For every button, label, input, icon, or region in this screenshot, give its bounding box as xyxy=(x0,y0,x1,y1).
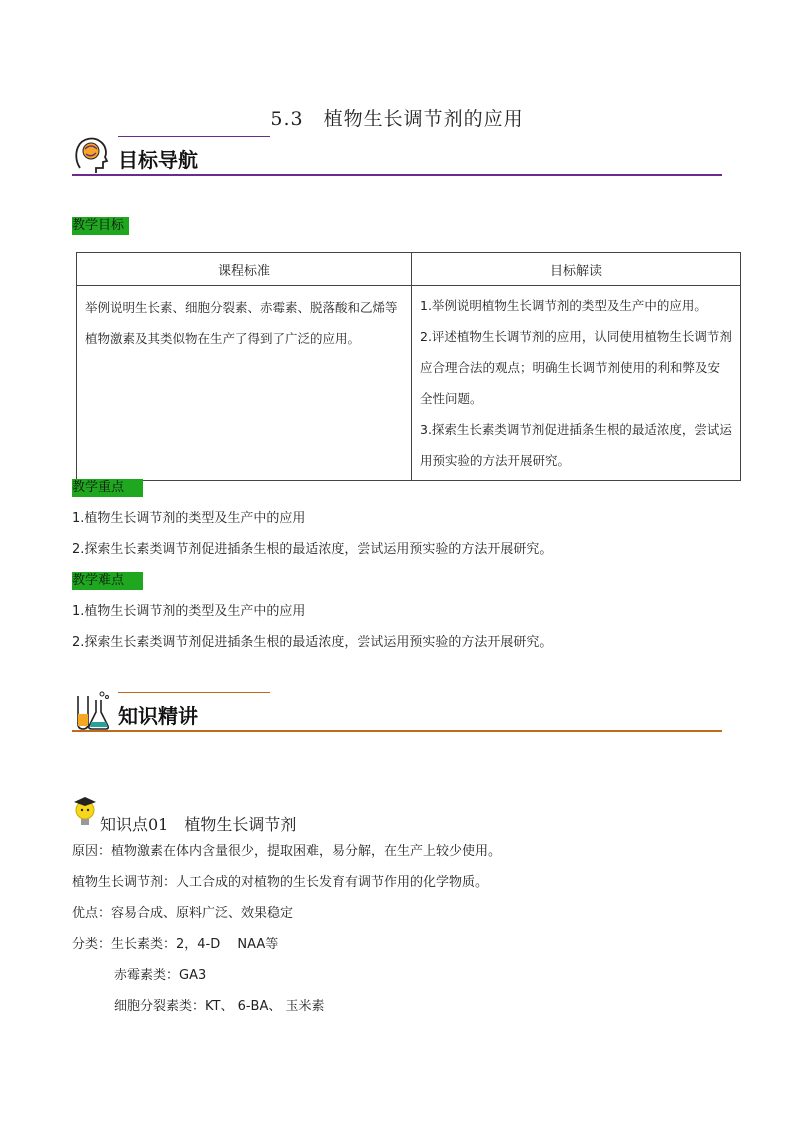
knowledge-line: 原因：植物激素在体内含量很少，提取困难，易分解，在生产上较少使用。 xyxy=(72,844,502,859)
table-header-standard: 课程标准 xyxy=(77,253,412,286)
table-header-interpret: 目标解读 xyxy=(412,253,741,286)
lab-flask-icon xyxy=(72,690,110,730)
interpret-cell xyxy=(412,286,741,481)
head-brain-icon xyxy=(72,134,110,174)
standard-cell: 举例说明生长素、细胞分裂素、赤霉素、脱落酸和乙烯等植物激素及其类似物在生产了得到了广泛的应用。 xyxy=(77,286,412,481)
knowledge-point-heading: 知识点01 植物生长调节剂 xyxy=(100,815,297,834)
lightbulb-graduate-icon xyxy=(72,795,98,829)
key-point-line: 2.探索生长素类调节剂促进插条生根的最适浓度，尝试运用预实验的方法开展研究。 xyxy=(72,542,553,557)
knowledge-line: 分类：生长素类：2，4-D NAA等 xyxy=(72,937,279,952)
section-header-goals xyxy=(72,134,722,178)
interpret-item: 1.举例说明植物生长调节剂的类型及生产中的应用。 xyxy=(420,298,707,313)
knowledge-sub-line: 细胞分裂素类：KT、 6-BA、 玉米素 xyxy=(114,999,325,1014)
tag-key-points: 教学重点 xyxy=(72,479,143,497)
section-title: 知识精讲 xyxy=(118,704,198,728)
knowledge-line: 优点：容易合成、原料广泛、效果稳定 xyxy=(72,906,294,921)
knowledge-line: 植物生长调节剂：人工合成的对植物的生长发育有调节作用的化学物质。 xyxy=(72,875,489,890)
interpret-item: 2.评述植物生长调节剂的应用，认同使用植物生长调节剂应合理合法的观点；明确生长调节剂使用的利和弊及安全性问题。 xyxy=(420,329,732,406)
page-title: 5.3 植物生长调节剂的应用 xyxy=(270,108,524,130)
tag-teaching-goals: 教学目标 xyxy=(72,217,129,235)
difficulty-line: 2.探索生长素类调节剂促进插条生根的最适浓度，尝试运用预实验的方法开展研究。 xyxy=(72,635,553,650)
section-title: 目标导航 xyxy=(118,148,198,172)
difficulty-line: 1.植物生长调节剂的类型及生产中的应用 xyxy=(72,604,306,619)
objectives-table xyxy=(76,252,741,481)
section-header-knowledge xyxy=(72,690,722,734)
tag-difficulties: 教学难点 xyxy=(72,572,143,590)
interpret-item: 3.探索生长素类调节剂促进插条生根的最适浓度，尝试运用预实验的方法开展研究。 xyxy=(420,422,732,468)
key-point-line: 1.植物生长调节剂的类型及生产中的应用 xyxy=(72,511,306,526)
knowledge-sub-line: 赤霉素类：GA3 xyxy=(114,968,207,983)
